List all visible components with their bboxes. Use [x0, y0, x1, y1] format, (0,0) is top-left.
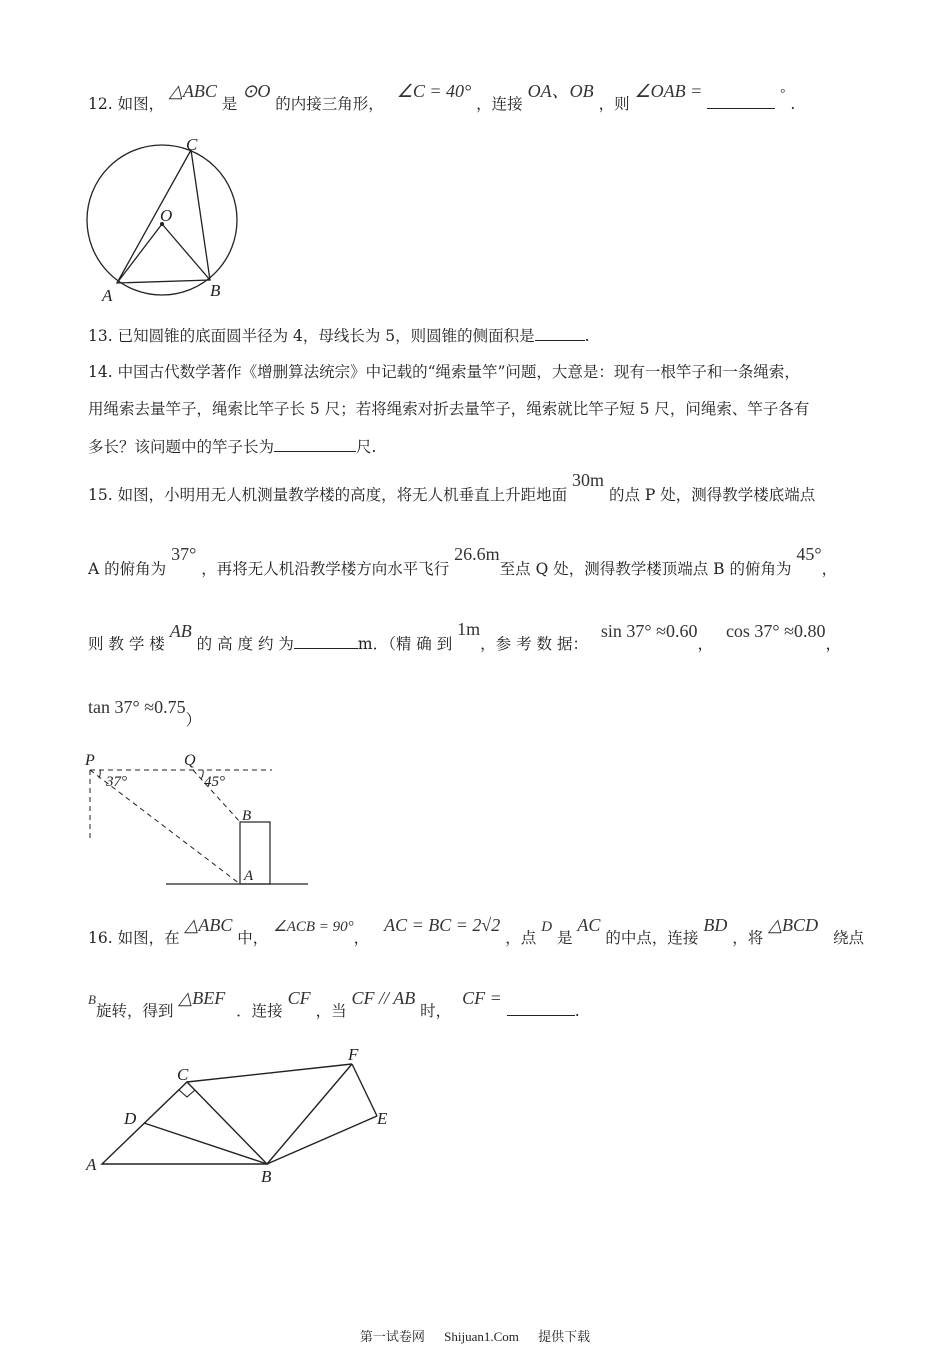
q16-text: 时，	[420, 1002, 452, 1020]
label-a: A	[86, 1155, 97, 1174]
q15-comma: ，	[825, 635, 842, 653]
label-45: 45°	[204, 774, 225, 790]
q15-angle2: 45°	[796, 544, 822, 564]
q14-line2: 用绳索去量竿子，绳索比竿子长 5 尺；若将绳索对折去量竿子，绳索就比竿子短 5 尺，问绳索、竿子各有	[88, 400, 810, 418]
q12-circle: ⊙O	[242, 81, 271, 101]
q15-comma: ，	[697, 635, 713, 653]
q12-figure	[80, 135, 250, 305]
label-c: C	[186, 135, 198, 154]
label-q: Q	[184, 752, 196, 769]
footer-site: 第一试卷网	[359, 1329, 425, 1344]
q14-text: 尺.	[356, 438, 377, 456]
q13-line	[88, 326, 590, 346]
q16-line2	[88, 988, 580, 1022]
label-37: 37°	[106, 774, 127, 790]
q15-text: 则 教 学 楼	[88, 635, 165, 653]
q15-text: ，参 考 数 据：	[480, 635, 588, 653]
q16-line1	[88, 915, 865, 949]
q15-answer-blank[interactable]	[294, 634, 358, 649]
q15-text: m．（精 确 到	[357, 635, 453, 653]
q12-text: ，则	[598, 95, 630, 113]
q16-answer-blank[interactable]	[507, 1001, 575, 1016]
q12-text: ，连接	[476, 95, 523, 113]
q15-cos: cos 37° ≈0.80	[725, 621, 826, 641]
q14-line1: 14. 中国古代数学著作《增删算法统宗》中记载的“绳索量竿”问题，大意是：现有一根竿子和一条绳索，	[88, 363, 800, 381]
label-p: P	[85, 752, 95, 769]
q16-question: CF =	[462, 988, 502, 1008]
q16-text: 16. 如图，在	[88, 929, 180, 947]
label-c: C	[177, 1065, 189, 1084]
q12-period: .	[790, 95, 796, 113]
q15-line4	[88, 697, 202, 729]
q15-height: 30m	[572, 470, 605, 490]
label-f: F	[348, 1045, 359, 1064]
q16-text: 旋转，得到	[95, 1002, 174, 1020]
q14-text: 多长？该问题中的竿子长为	[88, 438, 275, 456]
q12-degree: °	[780, 85, 786, 100]
q12-text: 的内接三角形，	[275, 95, 384, 113]
q15-distance: 26.6m	[454, 544, 500, 564]
label-a: A	[244, 868, 254, 884]
q16-parallel: CF // AB	[351, 988, 416, 1008]
q16-text: ，点	[505, 929, 537, 947]
q15-text: ，再将无人机沿教学楼方向水平飞行	[201, 560, 450, 578]
q16-text: 中，	[237, 929, 269, 947]
q13-text: 13. 已知圆锥的底面圆半径为 4，母线长为 5，则圆锥的侧面积是	[88, 327, 535, 345]
q15-ab: AB	[169, 621, 192, 641]
label-d: D	[124, 1109, 137, 1128]
q15-text: A 的俯角为	[88, 560, 167, 578]
q16-equation: AC = BC = 2√2	[384, 915, 501, 935]
q15-figure	[80, 748, 320, 893]
label-o: O	[160, 206, 173, 225]
q16-comma: ，	[353, 929, 370, 947]
q12-line	[88, 81, 796, 115]
q12-segments: OA、OB	[527, 81, 594, 101]
label-b: B	[242, 808, 252, 824]
q12-angle: ∠C = 40°	[396, 81, 472, 101]
q16-text: 绕点	[833, 929, 865, 947]
q13-answer-blank[interactable]	[535, 326, 585, 341]
q16-text: ．连接	[236, 1002, 283, 1020]
footer-domain[interactable]: Shijuan1.Com	[444, 1329, 519, 1344]
q14-answer-blank[interactable]	[274, 437, 356, 452]
q14-line3	[88, 437, 376, 457]
q16-text: 是	[556, 929, 573, 947]
q15-sin: sin 37° ≈0.60	[600, 621, 698, 641]
q15-line3	[88, 619, 842, 654]
q15-text: 15. 如图，小明用无人机测量教学楼的高度，将无人机垂直上升距地面	[88, 486, 568, 504]
q16-bcd: △BCD	[768, 915, 819, 935]
page-footer	[0, 1326, 950, 1345]
q13-period: .	[584, 327, 590, 345]
label-e: E	[377, 1109, 388, 1128]
q15-text: 的 高 度 约 为	[196, 635, 294, 653]
q16-ac: AC	[577, 915, 601, 935]
q16-point-d: D	[541, 919, 553, 935]
q16-angle: ∠ACB = 90°	[273, 919, 354, 935]
q15-precision: 1m	[457, 619, 481, 639]
q15-text: 的点 P 处，测得教学楼底端点	[608, 486, 816, 504]
q16-figure	[80, 1040, 410, 1190]
q15-line1	[88, 470, 816, 505]
footer-download: 提供下载	[538, 1329, 591, 1344]
q12-number: 12. 如图，	[88, 95, 165, 113]
q16-text: ，将	[732, 929, 764, 947]
q15-text: ，	[821, 560, 838, 578]
q16-period: .	[574, 1002, 580, 1020]
q16-text: 的中点，连接	[605, 929, 699, 947]
label-b: B	[261, 1167, 272, 1186]
q15-line2	[88, 544, 838, 579]
q15-angle1: 37°	[171, 544, 197, 564]
q12-answer-blank[interactable]	[707, 94, 775, 109]
q16-point-b: B	[88, 992, 96, 1007]
q16-text: ，当	[315, 1002, 347, 1020]
label-b: B	[210, 281, 221, 300]
q15-tan: tan 37° ≈0.75	[88, 697, 186, 717]
q15-paren: ）	[185, 711, 202, 729]
q16-cf: CF	[287, 988, 311, 1008]
q12-text: 是	[221, 95, 238, 113]
q16-bef: △BEF	[178, 988, 226, 1008]
q15-text: 至点 Q 处，测得教学楼顶端点 B 的俯角为	[499, 560, 792, 578]
label-a: A	[102, 286, 113, 305]
q12-triangle: △ABC	[169, 81, 217, 101]
q16-triangle: △ABC	[184, 915, 233, 935]
q16-bd: BD	[703, 915, 728, 935]
q12-question: ∠OAB =	[634, 81, 703, 101]
